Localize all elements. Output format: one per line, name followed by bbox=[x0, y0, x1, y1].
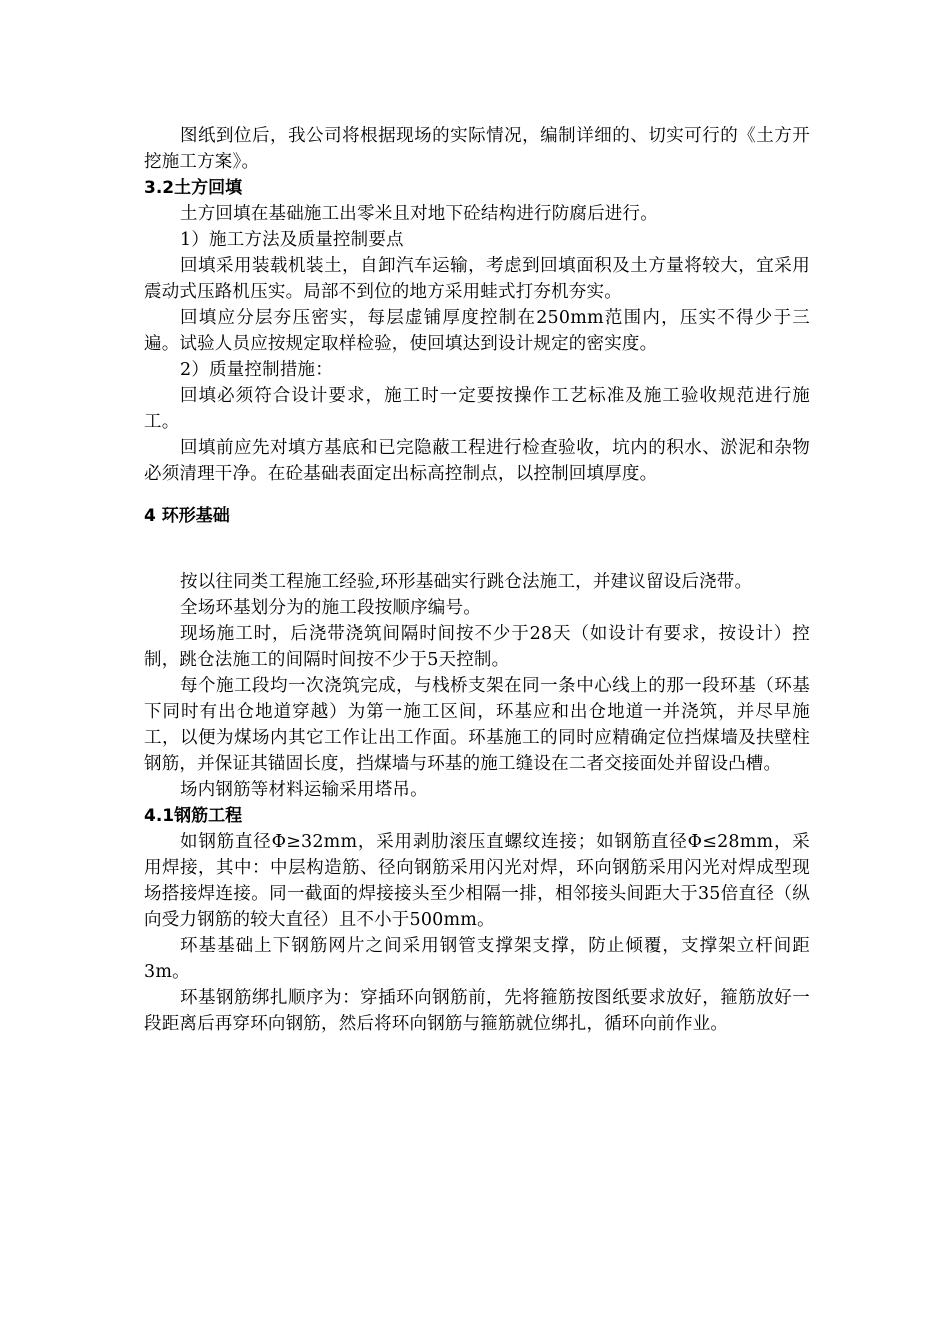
paragraph: 回填前应先对填方基底和已完隐蔽工程进行检查验收，坑内的积水、淤泥和杂物必须清理干净。在砼基础表面定出标高控制点，以控制回填厚度。 bbox=[144, 438, 810, 484]
paragraph: 1）施工方法及质量控制要点 bbox=[180, 230, 404, 250]
paragraph: 每个施工段均一次浇筑完成，与栈桥支架在同一条中心线上的那一段环基（环基下同时有出仓地道穿越）为第一施工区间，环基应和出仓地道一并浇筑，并尽早施工，以便为煤场内其它工作让出工作面。环基施工的同时应精确定位挡煤墙及扶壁柱钢筋，并保证其锚固长度，挡煤墙与环基的施工缝设在二者交接面处并留设凸槽。 bbox=[144, 676, 810, 774]
section-heading-3-2: 3.2土方回填 bbox=[144, 178, 243, 198]
paragraph: 回填必须符合设计要求，施工时一定要按操作工艺标准及施工验收规范进行施工。 bbox=[144, 386, 810, 432]
paragraph: 现场施工时，后浇带浇筑间隔时间按不少于28天（如设计有要求，按设计）控制，跳仓法施工的间隔时间按不少于5天控制。 bbox=[144, 624, 810, 670]
paragraph: 全场环基划分为的施工段按顺序编号。 bbox=[180, 598, 481, 618]
paragraph: 环基钢筋绑扎顺序为：穿插环向钢筋前，先将箍筋按图纸要求放好，箍筋放好一段距离后再穿环向钢筋，然后将环向钢筋与箍筋就位绑扎，循环向前作业。 bbox=[144, 988, 810, 1034]
paragraph: 2）质量控制措施： bbox=[180, 360, 333, 380]
paragraph: 环基基础上下钢筋网片之间采用钢管支撑架支撑，防止倾覆，支撑架立杆间距3m。 bbox=[144, 936, 810, 982]
paragraph: 回填应分层夯压密实，每层虚铺厚度控制在250mm范围内，压实不得少于三遍。试验人员应按规定取样检验，使回填达到设计规定的密实度。 bbox=[144, 308, 810, 354]
paragraph: 如钢筋直径Φ≥32mm，采用剥肋滚压直螺纹连接；如钢筋直径Φ≤28mm，采用焊接，其中：中层构造筋、径向钢筋采用闪光对焊，环向钢筋采用闪光对焊成型现场搭接焊连接。同一截面的焊接接头至少相隔一排，相邻接头间距大于35倍直径（纵向受力钢筋的较大直径）且不小于500mm。 bbox=[144, 832, 810, 930]
paragraph: 图纸到位后，我公司将根据现场的实际情况，编制详细的、切实可行的《土方开挖施工方案》。 bbox=[144, 126, 810, 172]
document-body bbox=[144, 123, 810, 1037]
paragraph: 按以往同类工程施工经验,环形基础实行跳仓法施工，并建议留设后浇带。 bbox=[180, 572, 753, 592]
section-heading-4-1: 4.1钢筋工程 bbox=[144, 806, 243, 826]
paragraph: 场内钢筋等材料运输采用塔吊。 bbox=[180, 780, 428, 800]
paragraph: 回填采用装载机装土，自卸汽车运输，考虑到回填面积及土方量将较大，宜采用震动式压路机压实。局部不到位的地方采用蛙式打夯机夯实。 bbox=[144, 256, 810, 302]
section-heading-4: 4 环形基础 bbox=[144, 506, 230, 526]
paragraph: 土方回填在基础施工出零米且对地下砼结构进行防腐后进行。 bbox=[180, 204, 658, 224]
